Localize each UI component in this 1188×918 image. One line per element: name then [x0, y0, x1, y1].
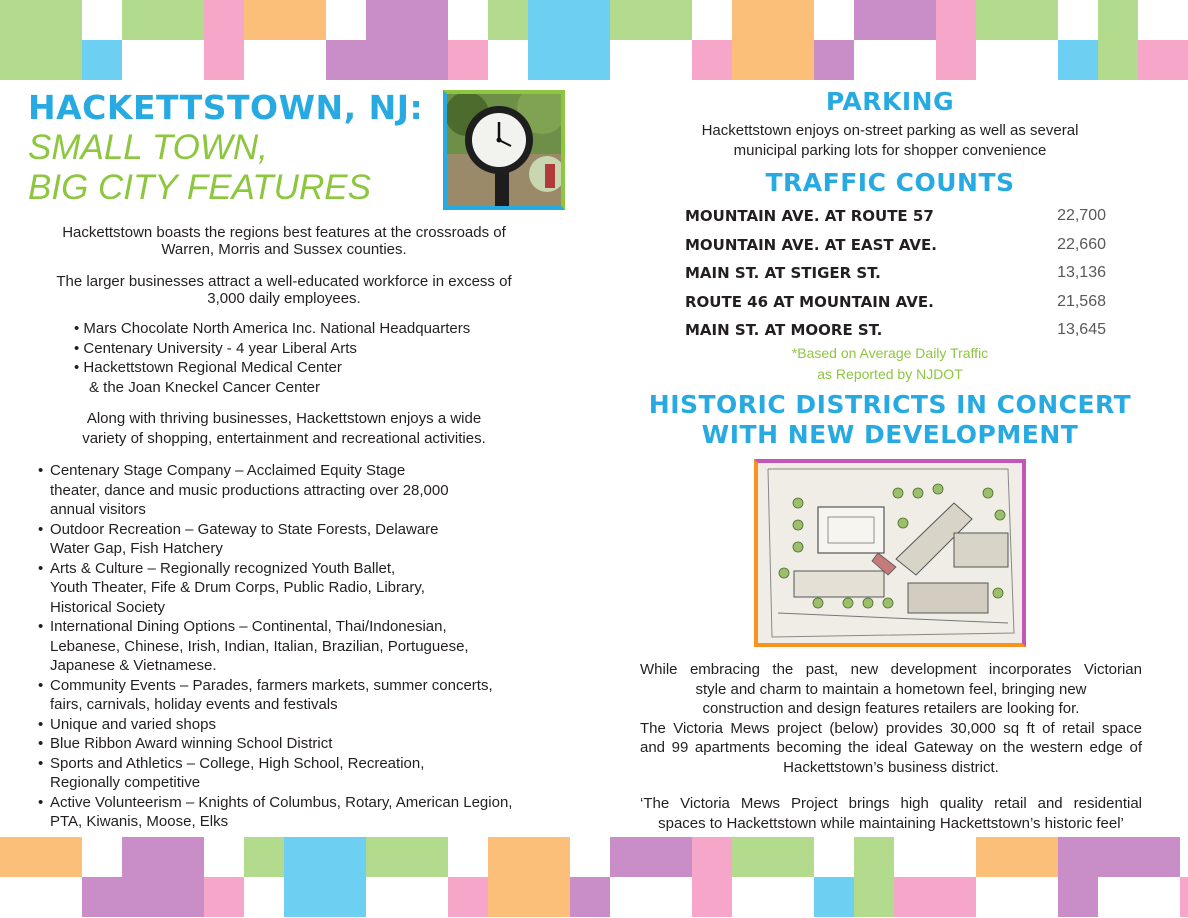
- list-item: • Mars Chocolate North America Inc. National Headquarters: [74, 320, 471, 337]
- color-block: [976, 837, 1058, 877]
- color-block: [1098, 837, 1180, 877]
- list-item: • Sports and Athletics – College, High School, Recreation, Regionally competitive: [34, 754, 574, 793]
- dev-line: The Victoria Mews project (below) provides 30,000 sq ft of retail space: [640, 719, 1142, 737]
- list-item: • International Dining Options – Continental, Thai/Indonesian, Lebanese, Chinese, Irish, Indian, Italian, Brazilian, Portuguese, Japanese & Vietnamese.: [34, 617, 574, 676]
- historic-heading-2: WITH NEW DEVELOPMENT: [701, 420, 1079, 449]
- development-text: [640, 660, 1142, 777]
- traffic-location: ROUTE 46 AT MOUNTAIN AVE.: [685, 292, 934, 311]
- color-block: [1098, 0, 1138, 80]
- color-block: [854, 837, 894, 917]
- color-block: [82, 877, 122, 917]
- parking-text-2: municipal parking lots for shopper convenience: [733, 142, 1047, 159]
- color-block: [0, 837, 82, 877]
- list-item: • Outdoor Recreation – Gateway to State Forests, Delaware Water Gap, Fish Hatchery: [34, 520, 574, 559]
- list-item: • Arts & Culture – Regionally recognized Youth Ballet, Youth Theater, Fife & Drum Corps, Public Radio, Library, Historical Society: [34, 559, 574, 618]
- traffic-count: 13,136: [1057, 264, 1106, 282]
- color-block: [488, 837, 570, 917]
- color-block: [732, 0, 814, 80]
- traffic-heading: TRAFFIC COUNTS: [765, 168, 1015, 197]
- color-block: [610, 837, 692, 877]
- table-row: [685, 202, 1150, 231]
- color-block: [204, 877, 244, 917]
- traffic-note-1: *Based on Average Daily Traffic: [791, 345, 989, 361]
- color-block: [894, 877, 976, 917]
- list-item: • Centenary Stage Company – Acclaimed Equity Stage theater, dance and music productions attracting over 28,000 annual visitors: [34, 461, 574, 520]
- color-block: [814, 877, 854, 917]
- color-block: [814, 40, 854, 80]
- color-block: [1138, 40, 1188, 80]
- color-block: [122, 0, 204, 40]
- color-block: [122, 837, 204, 917]
- along-paragraph: Along with thriving businesses, Hackettstown enjoys a wide variety of shopping, entertainment and recreational activities.: [82, 410, 486, 447]
- table-row: [685, 231, 1150, 260]
- traffic-count: 22,660: [1057, 235, 1106, 253]
- site-plan-icon: [758, 463, 1022, 643]
- color-block: [244, 0, 326, 40]
- traffic-location: MOUNTAIN AVE. AT EAST AVE.: [685, 235, 937, 254]
- color-block: [204, 0, 244, 80]
- parking-heading: PARKING: [825, 87, 955, 116]
- title-line-2: SMALL TOWN,: [28, 128, 268, 167]
- color-block: [366, 0, 448, 80]
- table-row: [685, 259, 1150, 288]
- color-block: [0, 0, 82, 80]
- list-item: • Unique and varied shops: [34, 715, 574, 735]
- main-title: [28, 88, 428, 208]
- color-block: [854, 0, 936, 40]
- color-block: [284, 837, 366, 917]
- table-row: [685, 288, 1150, 317]
- list-item: & the Joan Kneckel Cancer Center: [89, 378, 320, 396]
- historic-heading-1: HISTORIC DISTRICTS IN CONCERT: [648, 390, 1132, 419]
- bottom-color-band: [0, 837, 1188, 917]
- top-color-band: [0, 0, 1188, 80]
- activity-list: [34, 461, 574, 832]
- quote-line-1: ‘The Victoria Mews Project brings high quality retail and residential: [640, 795, 1142, 812]
- intro-paragraph-2: The larger businesses attract a well-educated workforce in excess of 3,000 daily employees.: [56, 273, 512, 307]
- traffic-count: 22,700: [1057, 207, 1106, 225]
- color-block: [244, 837, 284, 877]
- color-block: [976, 0, 1058, 40]
- employer-list: [74, 319, 470, 397]
- dev-line: Hackettstown’s business district.: [783, 758, 999, 776]
- color-block: [732, 837, 814, 877]
- dev-line: style and charm to maintain a hometown feel, bringing new: [695, 680, 1087, 698]
- clock-photo: [443, 90, 565, 210]
- title-line-1: HACKETTSTOWN, NJ:: [28, 88, 424, 127]
- list-item: • Centenary University - 4 year Liberal Arts: [74, 339, 357, 357]
- parking-text-1: Hackettstown enjoys on-street parking as well as several: [701, 122, 1079, 139]
- dev-line: While embracing the past, new development incorporates Victorian: [640, 661, 1142, 678]
- dev-line: construction and design features retailers are looking for.: [702, 700, 1080, 717]
- intro-paragraph-1: Hackettstown boasts the regions best features at the crossroads of Warren, Morris and Sussex counties.: [62, 224, 506, 258]
- color-block: [326, 40, 366, 80]
- site-plan-image: [754, 459, 1026, 647]
- list-item: • Blue Ribbon Award winning School District: [34, 734, 574, 754]
- list-item: • Community Events – Parades, farmers markets, summer concerts, fairs, carnivals, holiday events and festivals: [34, 676, 574, 715]
- color-block: [488, 0, 528, 40]
- traffic-note-2: as Reported by NJDOT: [817, 366, 963, 382]
- traffic-location: MOUNTAIN AVE. AT ROUTE 57: [685, 207, 934, 226]
- color-block: [692, 40, 732, 80]
- color-block: [528, 0, 610, 80]
- color-block: [448, 877, 488, 917]
- list-item: • Active Volunteerism – Knights of Columbus, Rotary, American Legion, PTA, Kiwanis, Moose, Elks: [34, 793, 574, 832]
- traffic-count: 13,645: [1057, 321, 1106, 339]
- color-block: [82, 40, 122, 80]
- traffic-table: [685, 202, 1150, 345]
- traffic-location: MAIN ST. AT MOORE ST.: [685, 321, 883, 340]
- color-block: [448, 40, 488, 80]
- color-block: [366, 837, 448, 877]
- color-block: [570, 877, 610, 917]
- street-clock-icon: [447, 94, 561, 206]
- color-block: [1058, 40, 1098, 80]
- traffic-location: MAIN ST. AT STIGER ST.: [685, 264, 881, 283]
- traffic-count: 21,568: [1057, 292, 1106, 310]
- list-item: • Hackettstown Regional Medical Center: [74, 359, 342, 376]
- quote-line-2: spaces to Hackettstown while maintaining Hackettstown’s historic feel’: [658, 814, 1124, 832]
- table-row: [685, 316, 1150, 345]
- color-block: [936, 0, 976, 80]
- color-block: [1058, 837, 1098, 917]
- color-block: [610, 0, 692, 40]
- dev-line: and 99 apartments becoming the ideal Gateway on the western edge of: [640, 739, 1142, 756]
- quote-text: [640, 794, 1142, 833]
- title-line-3: BIG CITY FEATURES: [28, 168, 371, 207]
- color-block: [692, 837, 732, 917]
- color-block: [1180, 877, 1188, 917]
